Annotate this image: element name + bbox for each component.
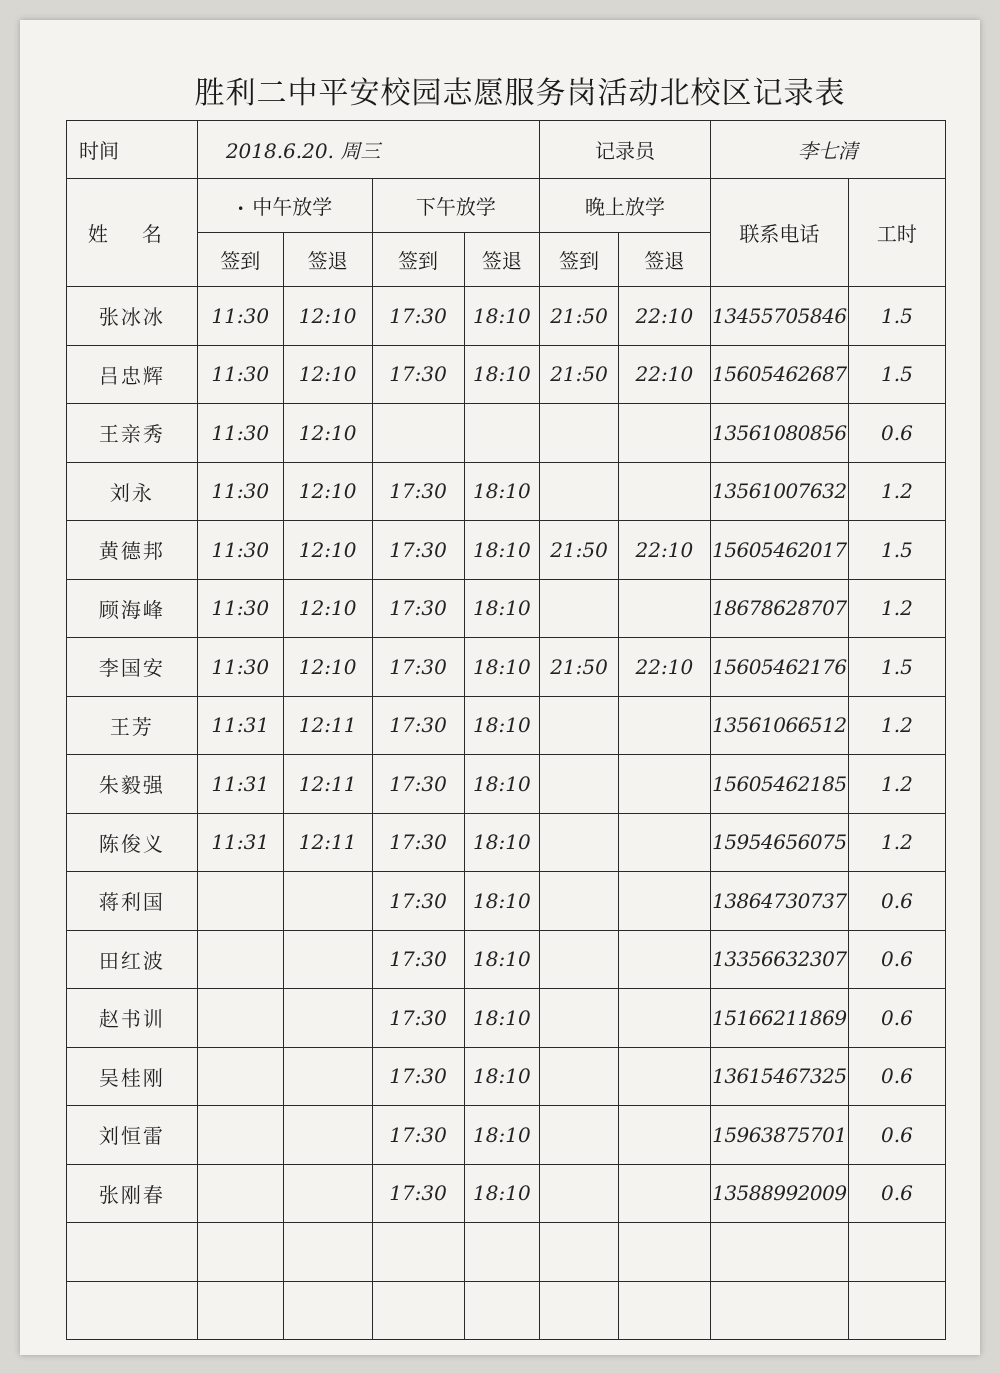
noon-checkout-cell — [283, 1164, 372, 1223]
phone-cell: 15605462687 — [710, 345, 848, 404]
afternoon-checkin-cell: 17:30 — [372, 755, 464, 814]
table-row — [67, 404, 946, 463]
evening-checkin-cell: 21:50 — [540, 345, 619, 404]
empty-cell — [848, 1281, 945, 1340]
hours-cell: 1.5 — [848, 345, 945, 404]
name-cell: 吴桂刚 — [67, 1047, 198, 1106]
name-cell: 刘恒雷 — [67, 1106, 198, 1165]
evening-checkin-cell — [540, 930, 619, 989]
noon-checkin-cell: 11:30 — [197, 287, 283, 346]
noon-checkin-header: 签到 — [197, 233, 283, 287]
empty-row — [67, 1281, 946, 1340]
afternoon-checkout-cell — [464, 404, 540, 463]
evening-checkout-cell: 22:10 — [618, 287, 710, 346]
afternoon-header: 下午放学 — [372, 179, 540, 233]
hours-cell: 1.2 — [848, 696, 945, 755]
evening-checkin-cell — [540, 1106, 619, 1165]
evening-checkout-cell — [618, 404, 710, 463]
table-row — [67, 287, 946, 346]
evening-checkout-cell — [618, 462, 710, 521]
afternoon-checkout-cell: 18:10 — [464, 1164, 540, 1223]
evening-checkout-cell — [618, 1106, 710, 1165]
empty-cell — [618, 1223, 710, 1282]
table-row — [67, 345, 946, 404]
evening-checkin-cell — [540, 755, 619, 814]
date-value: 2018.6.20. 周三 — [197, 121, 539, 179]
hours-cell: 1.2 — [848, 813, 945, 872]
evening-checkin-cell — [540, 872, 619, 931]
evening-checkout-cell — [618, 755, 710, 814]
table-row — [67, 930, 946, 989]
name-cell: 王亲秀 — [67, 404, 198, 463]
empty-cell — [848, 1223, 945, 1282]
noon-checkout-cell — [283, 930, 372, 989]
name-cell: 王芳 — [67, 696, 198, 755]
afternoon-checkin-cell: 17:30 — [372, 989, 464, 1048]
afternoon-checkin-cell: 17:30 — [372, 462, 464, 521]
phone-cell: 13561066512 — [710, 696, 848, 755]
empty-cell — [283, 1281, 372, 1340]
name-cell: 吕忠辉 — [67, 345, 198, 404]
noon-checkout-cell: 12:11 — [283, 696, 372, 755]
afternoon-checkin-cell: 17:30 — [372, 1106, 464, 1165]
name-column-header: 姓名 — [67, 179, 198, 287]
evening-checkin-cell — [540, 404, 619, 463]
table-row — [67, 872, 946, 931]
afternoon-checkout-cell: 18:10 — [464, 521, 540, 580]
phone-cell: 13561007632 — [710, 462, 848, 521]
evening-checkout-cell — [618, 813, 710, 872]
record-table — [66, 120, 946, 1340]
empty-cell — [710, 1223, 848, 1282]
phone-header: 联系电话 — [710, 179, 848, 287]
evening-checkin-cell — [540, 813, 619, 872]
table-row — [67, 638, 946, 697]
noon-checkout-cell: 12:10 — [283, 579, 372, 638]
noon-checkout-cell: 12:10 — [283, 638, 372, 697]
afternoon-checkout-cell: 18:10 — [464, 638, 540, 697]
empty-cell — [540, 1281, 619, 1340]
noon-header: • 中午放学 — [197, 179, 372, 233]
table-row — [67, 521, 946, 580]
empty-cell — [67, 1223, 198, 1282]
evening-checkout-cell — [618, 1164, 710, 1223]
table-row — [67, 989, 946, 1048]
noon-checkout-cell: 12:10 — [283, 521, 372, 580]
evening-checkout-cell: 22:10 — [618, 345, 710, 404]
afternoon-checkout-cell: 18:10 — [464, 345, 540, 404]
afternoon-checkin-cell: 17:30 — [372, 521, 464, 580]
afternoon-checkin-cell — [372, 404, 464, 463]
name-cell: 田红波 — [67, 930, 198, 989]
noon-checkout-cell — [283, 872, 372, 931]
table-row — [67, 696, 946, 755]
afternoon-checkout-cell: 18:10 — [464, 287, 540, 346]
hours-cell: 1.2 — [848, 579, 945, 638]
afternoon-checkout-cell: 18:10 — [464, 579, 540, 638]
afternoon-checkin-cell: 17:30 — [372, 872, 464, 931]
name-cell: 刘永 — [67, 462, 198, 521]
name-cell: 李国安 — [67, 638, 198, 697]
noon-checkout-header: 签退 — [283, 233, 372, 287]
name-cell: 陈俊义 — [67, 813, 198, 872]
noon-checkin-cell — [197, 1164, 283, 1223]
table-row — [67, 1106, 946, 1165]
noon-checkout-cell: 12:10 — [283, 404, 372, 463]
hours-cell: 0.6 — [848, 404, 945, 463]
afternoon-checkin-cell: 17:30 — [372, 345, 464, 404]
name-cell: 黄德邦 — [67, 521, 198, 580]
evening-checkout-cell — [618, 696, 710, 755]
bullet-icon: • — [237, 201, 245, 216]
hours-cell: 1.5 — [848, 521, 945, 580]
noon-checkin-cell — [197, 930, 283, 989]
hours-cell: 0.6 — [848, 1106, 945, 1165]
evening-checkin-cell — [540, 1164, 619, 1223]
hours-cell: 1.2 — [848, 755, 945, 814]
empty-cell — [372, 1223, 464, 1282]
empty-cell — [710, 1281, 848, 1340]
evening-checkin-cell: 21:50 — [540, 521, 619, 580]
noon-checkin-cell — [197, 1047, 283, 1106]
afternoon-checkout-cell: 18:10 — [464, 1047, 540, 1106]
empty-row — [67, 1223, 946, 1282]
evening-checkin-cell — [540, 1047, 619, 1106]
afternoon-checkout-header: 签退 — [464, 233, 540, 287]
evening-checkin-cell — [540, 462, 619, 521]
phone-cell: 15954656075 — [710, 813, 848, 872]
phone-cell: 13588992009 — [710, 1164, 848, 1223]
name-cell: 蒋利国 — [67, 872, 198, 931]
hours-cell: 1.5 — [848, 638, 945, 697]
afternoon-checkin-cell: 17:30 — [372, 638, 464, 697]
noon-checkin-cell — [197, 989, 283, 1048]
phone-cell: 18678628707 — [710, 579, 848, 638]
empty-cell — [540, 1223, 619, 1282]
hours-cell: 0.6 — [848, 872, 945, 931]
noon-checkin-cell: 11:30 — [197, 462, 283, 521]
table-row — [67, 813, 946, 872]
name-cell: 赵书训 — [67, 989, 198, 1048]
empty-cell — [283, 1223, 372, 1282]
empty-cell — [464, 1281, 540, 1340]
noon-checkin-cell: 11:31 — [197, 696, 283, 755]
afternoon-checkout-cell: 18:10 — [464, 1106, 540, 1165]
afternoon-checkin-cell: 17:30 — [372, 930, 464, 989]
phone-cell: 15963875701 — [710, 1106, 848, 1165]
hours-cell: 1.2 — [848, 462, 945, 521]
afternoon-checkout-cell: 18:10 — [464, 696, 540, 755]
afternoon-checkout-cell: 18:10 — [464, 462, 540, 521]
noon-checkin-cell — [197, 872, 283, 931]
noon-checkin-cell: 11:31 — [197, 813, 283, 872]
afternoon-checkout-cell: 18:10 — [464, 755, 540, 814]
evening-checkout-header: 签退 — [618, 233, 710, 287]
hours-cell: 0.6 — [848, 1164, 945, 1223]
noon-checkin-cell: 11:30 — [197, 521, 283, 580]
afternoon-checkin-cell: 17:30 — [372, 579, 464, 638]
time-label: 时间 — [67, 121, 198, 179]
recorder-label: 记录员 — [540, 121, 711, 179]
phone-cell: 13561080856 — [710, 404, 848, 463]
hours-cell: 0.6 — [848, 989, 945, 1048]
table-row — [67, 462, 946, 521]
empty-cell — [197, 1223, 283, 1282]
evening-checkin-cell — [540, 579, 619, 638]
empty-cell — [464, 1223, 540, 1282]
empty-cell — [67, 1281, 198, 1340]
noon-checkout-cell: 12:10 — [283, 462, 372, 521]
evening-checkout-cell: 22:10 — [618, 521, 710, 580]
empty-cell — [197, 1281, 283, 1340]
afternoon-checkin-cell: 17:30 — [372, 287, 464, 346]
afternoon-checkin-cell: 17:30 — [372, 696, 464, 755]
noon-checkout-cell: 12:11 — [283, 813, 372, 872]
noon-checkin-cell: 11:30 — [197, 404, 283, 463]
phone-cell: 15605462185 — [710, 755, 848, 814]
hours-header: 工时 — [848, 179, 945, 287]
noon-checkin-cell — [197, 1106, 283, 1165]
afternoon-checkout-cell: 18:10 — [464, 989, 540, 1048]
phone-cell: 13864730737 — [710, 872, 848, 931]
phone-cell: 15605462017 — [710, 521, 848, 580]
evening-checkin-header: 签到 — [540, 233, 619, 287]
evening-checkout-cell — [618, 1047, 710, 1106]
header-session-row — [67, 179, 946, 233]
afternoon-checkin-cell: 17:30 — [372, 1047, 464, 1106]
name-cell: 张刚春 — [67, 1164, 198, 1223]
noon-checkout-cell — [283, 1106, 372, 1165]
evening-checkout-cell — [618, 579, 710, 638]
hours-cell: 1.5 — [848, 287, 945, 346]
hours-cell: 0.6 — [848, 930, 945, 989]
evening-checkout-cell — [618, 930, 710, 989]
evening-checkin-cell: 21:50 — [540, 287, 619, 346]
phone-cell: 13356632307 — [710, 930, 848, 989]
afternoon-checkin-cell: 17:30 — [372, 1164, 464, 1223]
evening-checkout-cell: 22:10 — [618, 638, 710, 697]
noon-checkout-cell: 12:10 — [283, 287, 372, 346]
table-row — [67, 1164, 946, 1223]
recorder-signature: 李七清 — [710, 121, 945, 179]
noon-checkin-cell: 11:30 — [197, 638, 283, 697]
name-cell: 朱毅强 — [67, 755, 198, 814]
evening-checkout-cell — [618, 872, 710, 931]
afternoon-checkin-cell: 17:30 — [372, 813, 464, 872]
afternoon-checkin-header: 签到 — [372, 233, 464, 287]
noon-checkin-cell: 11:31 — [197, 755, 283, 814]
noon-checkout-cell — [283, 1047, 372, 1106]
hours-cell: 0.6 — [848, 1047, 945, 1106]
noon-checkout-cell: 12:10 — [283, 345, 372, 404]
afternoon-checkout-cell: 18:10 — [464, 813, 540, 872]
page-title: 胜利二中平安校园志愿服务岗活动北校区记录表 — [194, 76, 846, 111]
evening-checkout-cell — [618, 989, 710, 1048]
afternoon-checkout-cell: 18:10 — [464, 872, 540, 931]
noon-checkout-cell — [283, 989, 372, 1048]
phone-cell: 15605462176 — [710, 638, 848, 697]
header-time-row — [67, 121, 946, 179]
phone-cell: 15166211869 — [710, 989, 848, 1048]
name-cell: 张冰冰 — [67, 287, 198, 346]
evening-checkin-cell — [540, 696, 619, 755]
evening-checkin-cell — [540, 989, 619, 1048]
table-row — [67, 1047, 946, 1106]
table-row — [67, 755, 946, 814]
phone-cell: 13455705846 — [710, 287, 848, 346]
noon-checkout-cell: 12:11 — [283, 755, 372, 814]
noon-checkin-cell: 11:30 — [197, 345, 283, 404]
name-cell: 顾海峰 — [67, 579, 198, 638]
evening-header: 晚上放学 — [540, 179, 711, 233]
evening-checkin-cell: 21:50 — [540, 638, 619, 697]
empty-cell — [618, 1281, 710, 1340]
phone-cell: 13615467325 — [710, 1047, 848, 1106]
empty-cell — [372, 1281, 464, 1340]
afternoon-checkout-cell: 18:10 — [464, 930, 540, 989]
noon-checkin-cell: 11:30 — [197, 579, 283, 638]
table-row — [67, 579, 946, 638]
